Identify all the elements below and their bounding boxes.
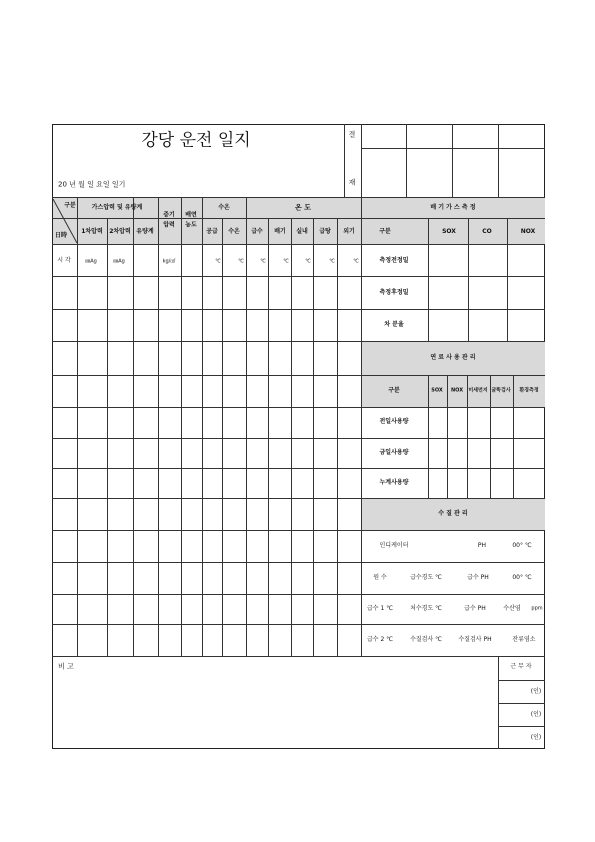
water-r2-c3: 급수 PH [467, 574, 489, 581]
fuel-col-5: 환경측정 [519, 387, 539, 394]
sub-header-indoor: 실내 [296, 228, 308, 235]
water-r3-c2: 처수경도 ℃ [410, 605, 442, 612]
water-r4-c2: 수질검사 ℃ [410, 636, 442, 643]
sub-header-outdoor: 외기 [343, 228, 355, 235]
exhaust-col-nox: NOX [520, 228, 536, 235]
fuel-row-2: 금일사용량 [379, 449, 409, 456]
exhaust-col-category: 구분 [379, 228, 391, 235]
unit-7: ℃ [283, 258, 289, 265]
unit-time: 시 각 [57, 257, 71, 264]
exhaust-col-sox: SOX [442, 228, 456, 235]
approval-label-bottom: 재 [348, 178, 356, 187]
unit-4: ℃ [215, 258, 221, 265]
water-r1-c3: 00° ℃ [512, 542, 532, 549]
sub-header-supply: 공급 [206, 228, 218, 235]
corner-bottom-label: 日時 [54, 232, 68, 239]
seal-1: (인) [530, 688, 542, 695]
water-r1-c1: 인디케이터 [379, 542, 409, 549]
unit-10: ℃ [353, 258, 359, 265]
section-fuel-title: 연 료 사 용 관 리 [430, 354, 476, 361]
water-r3-c4: 수산염 [503, 605, 521, 612]
water-r4-c4: 잔류염소 [512, 636, 536, 643]
approval-label-top: 결 [348, 130, 356, 139]
water-r3-c5: ppm [531, 605, 543, 612]
sub-header-hotwater: 급탕 [319, 228, 331, 235]
header-smoke: 배연 농도 [185, 211, 197, 228]
seal-2: (인) [530, 711, 542, 718]
unit-6: ℃ [260, 258, 266, 265]
sub-header-water: 수온 [228, 228, 240, 235]
water-r2-c4: 00° ℃ [512, 574, 532, 581]
water-r3-c1: 급수 1 ℃ [367, 605, 393, 612]
page-title: 강당 운전 일지 [141, 130, 251, 151]
seal-3: (인) [530, 734, 542, 741]
fuel-row-3: 누계사용량 [379, 479, 409, 486]
date-line: 20 년 월 일 요일 일기 [58, 180, 126, 189]
header-gas-group: 가스압력 및 유량계 [91, 204, 143, 211]
fuel-col-3: 미세먼지 [468, 387, 488, 394]
unit-5: ℃ [238, 258, 244, 265]
exhaust-row-3: 차 분율 [384, 321, 404, 328]
header-water-temp: 수온 [218, 204, 230, 211]
water-r4-c3: 수질검사 PH [458, 636, 492, 643]
exhaust-row-2: 측정후정밀 [379, 289, 409, 296]
worker-label: 근 무 자 [510, 663, 532, 670]
water-r1-c2: PH [477, 542, 487, 549]
water-r4-c1: 급수 2 ℃ [367, 636, 393, 643]
water-r2-c2: 급수경도 ℃ [410, 574, 442, 581]
sub-header-1: 1차압력 [81, 228, 103, 235]
unit-8: ℃ [305, 258, 311, 265]
fuel-row-1: 전일사용량 [379, 418, 409, 425]
sub-header-exhaust: 배기 [274, 228, 286, 235]
fuel-col-1: SOX [431, 387, 443, 394]
fuel-col-2: NOX [450, 387, 464, 394]
sub-header-feed: 급수 [251, 228, 263, 235]
section-exhaust-title: 배 기 가 스 측 정 [430, 204, 476, 211]
fuel-col-category: 구분 [388, 387, 400, 394]
corner-top-label: 구분 [64, 202, 76, 209]
unit-2: ㎜Ag [113, 258, 125, 265]
fuel-col-4: 굴뚝검사 [491, 387, 511, 394]
unit-1: ㎜Ag [85, 258, 97, 265]
sub-header-3: 유량계 [136, 228, 154, 235]
section-water-title: 수 질 관 리 [438, 510, 468, 517]
water-r3-c3: 급수 PH [464, 605, 486, 612]
exhaust-row-1: 측정전정밀 [379, 257, 409, 264]
sub-header-2: 2차압력 [109, 228, 131, 235]
remarks-label: 비 고 [58, 662, 74, 671]
exhaust-col-co: CO [482, 228, 492, 235]
unit-3: kg/㎠ [162, 258, 176, 265]
header-temperature: 온 도 [295, 203, 311, 212]
unit-9: ℃ [329, 258, 335, 265]
water-r2-c1: 원 수 [373, 574, 387, 581]
header-steam: 증기 압력 [163, 211, 175, 228]
